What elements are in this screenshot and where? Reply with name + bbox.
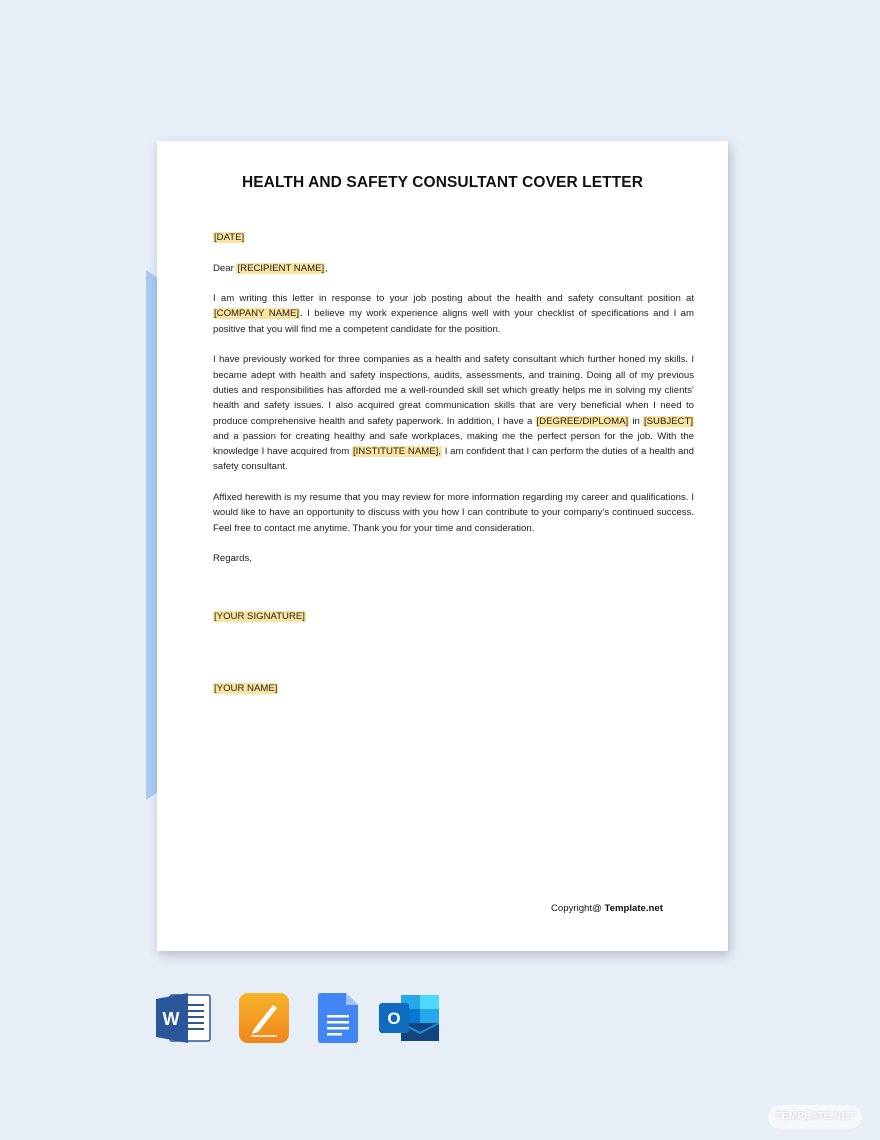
- name-placeholder: [YOUR NAME]: [214, 683, 278, 695]
- paragraph-experience-text-a: I have previously worked for three companies as a health and safety consultant which further honed my skills. I became adept with health and safety inspections, audits, assessments, and training. Doing all of my previous duties and responsibilities has afforded me a well-rounded skill set which greatly helps me in solving my clients’ health and safety issues. I also acquired great communication skills that are very beneficial when I need to produce comprehensive health and safety paperwork. In addition, I have a: [213, 354, 694, 427]
- paragraph-experience-text-b: in: [629, 415, 643, 427]
- outlook-letter: O: [387, 1009, 401, 1028]
- name-line: [213, 681, 694, 696]
- paragraph-intro-text-b: . I believe my work experience aligns well with your checklist of specifications and I am positive that you will find me a competent candidate for the position.: [213, 308, 694, 335]
- date-placeholder: [DATE]: [214, 232, 245, 243]
- institute-placeholder: [INSTITUTE NAME],: [352, 446, 441, 458]
- cover-letter-page: [157, 141, 728, 951]
- signature-placeholder: [YOUR SIGNATURE]: [214, 610, 305, 622]
- salutation-prefix: Dear: [213, 262, 237, 274]
- recipient-placeholder: [RECIPIENT NAME]: [237, 262, 325, 274]
- paragraph-experience: [213, 352, 694, 474]
- paragraph-intro: [213, 291, 694, 337]
- word-letter: W: [162, 1009, 180, 1029]
- microsoft-outlook-icon[interactable]: [379, 993, 439, 1048]
- signature-line: [213, 609, 694, 624]
- salutation-suffix: ,: [325, 262, 328, 274]
- paragraph-experience-text-d: I am confident that I can perform the duties of a health and safety consultant.: [213, 446, 694, 473]
- date-line: [213, 230, 694, 245]
- copyright-prefix: Copyright@: [551, 903, 605, 914]
- closing-line: Regards,: [213, 553, 252, 565]
- letter-body: [213, 230, 694, 712]
- subject-placeholder: [SUBJECT]: [643, 415, 693, 427]
- google-docs-icon[interactable]: [318, 993, 358, 1048]
- template-net-watermark: TEMPLATE.NET: [768, 1105, 862, 1129]
- document-title: HEALTH AND SAFETY CONSULTANT COVER LETTER: [241, 174, 644, 191]
- paragraph-experience-text-c: and a passion for creating healthy and safe workplaces, making me the perfect person for the job. With the knowledge I have acquired from: [213, 430, 694, 458]
- paragraph-closing: Affixed herewith is my resume that you may review for more information regarding my career and qualifications. I would like to have an opportunity to discuss with you how I can contribute to your company’s continued success. Feel free to contact me anytime. Thank you for your time and consideration.: [213, 492, 694, 534]
- company-placeholder: [COMPANY NAME]: [214, 308, 300, 320]
- microsoft-word-icon[interactable]: [156, 993, 212, 1048]
- copyright-brand: Template.net: [604, 903, 663, 914]
- paragraph-intro-text-a: I am writing this letter in response to your job posting about the health and safety consultant position at: [213, 293, 694, 305]
- salutation: [213, 261, 694, 276]
- copyright-notice: [551, 903, 663, 914]
- apple-pages-icon[interactable]: [239, 993, 289, 1048]
- degree-placeholder: [DEGREE/DIPLOMA]: [536, 415, 629, 427]
